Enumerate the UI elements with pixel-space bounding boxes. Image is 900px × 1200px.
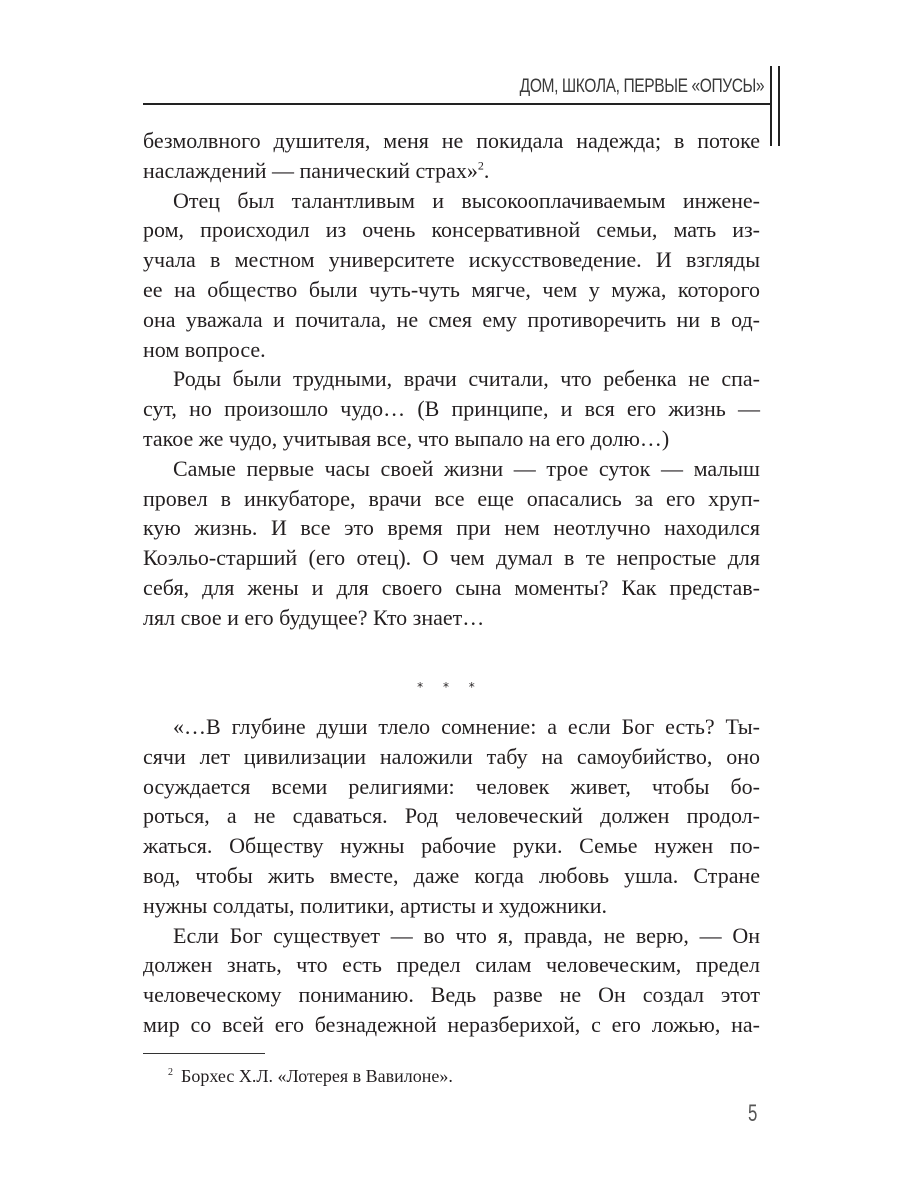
text-line <box>143 772 760 802</box>
text-line-content: вод, чтобы жить вместе, даже когда любовь ушла. Стране <box>143 862 760 888</box>
text-line <box>143 801 760 831</box>
footnote-rule <box>143 1053 265 1054</box>
text-line <box>143 712 760 742</box>
text-line-content: безмолвного душителя, меня не покидала надежда; в потоке <box>143 128 760 153</box>
text-line <box>143 305 760 335</box>
footnote <box>168 1066 453 1087</box>
text-line-content: она уважала и почитала, не смея ему противоречить ни в од- <box>143 306 760 332</box>
punctuation: . <box>483 157 490 183</box>
text-line <box>143 513 760 543</box>
text-line-content: Коэльо-старший (его отец). О чем думал в те непростые для <box>143 545 760 571</box>
text-line-content: учала в местном университете искусствоведение. И взгляды <box>143 247 760 273</box>
text-line <box>143 603 760 633</box>
text-line <box>143 921 760 951</box>
text-line-content: Если Бог существует — во что я, правда, не верю, — Он <box>173 922 760 948</box>
header-vertical-rule <box>778 66 780 146</box>
text-line <box>143 245 760 275</box>
body-text-top <box>143 126 760 633</box>
text-line-content: сут, но произошло чудо… (В принципе, и вся его жизнь — <box>143 396 760 422</box>
text-line-content: лял свое и его будущее? Кто знает… <box>143 604 485 630</box>
text-line <box>143 891 760 921</box>
text-line-content: нужны солдаты, политики, артисты и художники. <box>143 892 607 918</box>
text-line <box>143 394 760 424</box>
text-line <box>143 215 760 245</box>
text-line <box>143 980 760 1010</box>
header-rule <box>143 103 772 105</box>
text-line-content: Самые первые часы своей жизни — трое суток — малыш <box>173 455 760 481</box>
text-line-content: Роды были трудными, врачи считали, что ребенка не спа- <box>173 366 760 392</box>
text-line-content: наслаждений — панический страх» <box>143 157 478 183</box>
text-line-content: человеческому пониманию. Ведь разве не Он создал этот <box>143 982 760 1008</box>
text-line-content: сячи лет цивилизации наложили табу на самоубийство, оно <box>143 743 760 769</box>
text-line <box>143 950 760 980</box>
text-line-content: кую жизнь. И все это время при нем неотлучно находился <box>143 515 760 541</box>
body-text-bottom <box>143 712 760 1040</box>
text-line <box>143 335 760 365</box>
text-line <box>143 484 760 514</box>
text-line <box>143 156 760 186</box>
footnote-text: Борхес Х.Л. «Лотерея в Вавилоне». <box>181 1066 453 1086</box>
text-line-content: ром, происходил из очень консервативной семьи, мать из- <box>143 217 760 243</box>
text-line <box>143 1010 760 1040</box>
text-line <box>143 126 760 156</box>
text-line <box>143 543 760 573</box>
header-vertical-rule <box>770 66 772 146</box>
text-line-content: такое же чудо, учитывая все, что выпало на его долю…) <box>143 425 670 451</box>
text-line-content: себя, для жены и для своего сына моменты? Как представ- <box>143 574 760 600</box>
text-line-content: провел в инкубаторе, врачи все еще опасались за его хруп- <box>143 485 760 511</box>
text-line <box>143 831 760 861</box>
text-line <box>143 364 760 394</box>
footnote-reference[interactable]: 2 <box>477 158 484 173</box>
text-line-content: ном вопросе. <box>143 336 266 362</box>
text-line-content: ее на общество были чуть-чуть мягче, чем у мужа, которого <box>143 276 760 302</box>
text-line <box>143 275 760 305</box>
text-line <box>143 742 760 772</box>
text-line <box>143 424 760 454</box>
section-separator: * * * <box>417 680 483 694</box>
text-line <box>143 573 760 603</box>
text-line-content: должен знать, что есть предел силам человеческим, предел <box>143 952 760 978</box>
text-line-content: мир со всей его безнадежной неразберихой, с его ложью, на- <box>143 1011 760 1037</box>
text-line-content: Отец был талантливым и высокооплачиваемым инжене- <box>173 187 760 213</box>
page-number: 5 <box>748 1100 758 1127</box>
running-header: ДОМ, ШКОЛА, ПЕРВЫЕ «ОПУСЫ» <box>519 76 764 97</box>
text-line-content: «…В глубине души тлело сомнение: а если Бог есть? Ты- <box>173 714 760 739</box>
text-line <box>143 454 760 484</box>
text-line-content: жаться. Обществу нужны рабочие руки. Семье нужен по- <box>143 833 760 859</box>
text-line-content: роться, а не сдаваться. Род человеческий должен продол- <box>143 803 760 829</box>
footnote-number: 2 <box>168 1067 173 1078</box>
text-line-content: осуждается всеми религиями: человек живет, чтобы бо- <box>143 773 760 799</box>
text-line <box>143 186 760 216</box>
text-line <box>143 861 760 891</box>
